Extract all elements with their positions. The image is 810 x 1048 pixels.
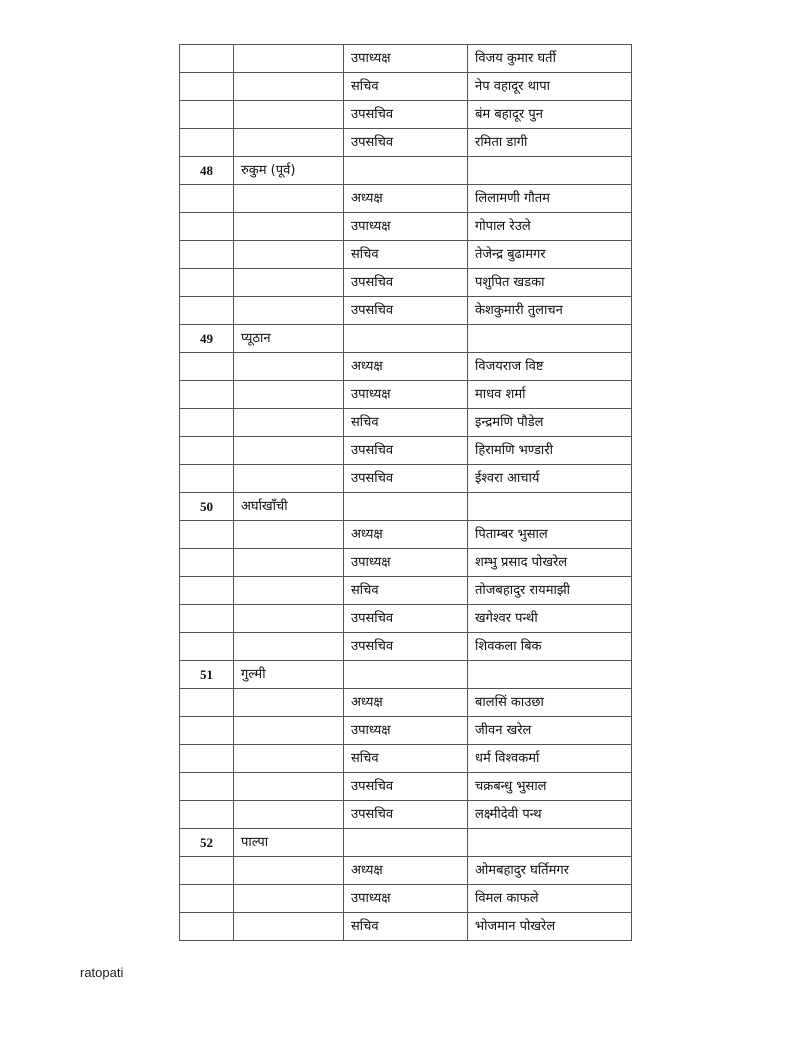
district-name-cell [234,437,344,465]
table-row [180,353,632,381]
member-name-cell: लिलामणी गौतम [468,185,632,213]
table-row [180,689,632,717]
position-cell: अध्यक्ष [344,353,468,381]
table-row [180,773,632,801]
table-row [180,857,632,885]
member-name-cell: शम्भु प्रसाद पोखरेल [468,549,632,577]
serial-number-cell [180,577,234,605]
member-name-cell: चक्रबन्धु भुसाल [468,773,632,801]
serial-number-cell: 51 [180,661,234,689]
serial-number-cell [180,605,234,633]
member-name-cell [468,493,632,521]
position-cell: उपसचिव [344,297,468,325]
table-row [180,213,632,241]
district-name-cell [234,801,344,829]
table-row [180,129,632,157]
district-name-cell [234,185,344,213]
member-name-cell: ओमबहादुर घर्तिमगर [468,857,632,885]
district-name-cell [234,297,344,325]
member-name-cell: जीवन खरेल [468,717,632,745]
table-row [180,717,632,745]
serial-number-cell: 52 [180,829,234,857]
member-name-cell: गोपाल रेउले [468,213,632,241]
table-row [180,45,632,73]
committee-table-body [180,45,632,941]
position-cell: उपाध्यक्ष [344,885,468,913]
district-name-cell [234,101,344,129]
serial-number-cell [180,297,234,325]
serial-number-cell [180,269,234,297]
position-cell: उपसचिव [344,605,468,633]
district-name-cell [234,717,344,745]
member-name-cell: भोजमान पोखरेल [468,913,632,941]
district-name-cell [234,269,344,297]
position-cell: उपसचिव [344,437,468,465]
serial-number-cell [180,241,234,269]
district-name-cell [234,745,344,773]
position-cell [344,829,468,857]
serial-number-cell [180,857,234,885]
position-cell: उपसचिव [344,633,468,661]
member-name-cell: तेजेन्द्र बुढामगर [468,241,632,269]
position-cell: उपाध्यक्ष [344,45,468,73]
table-row [180,521,632,549]
member-name-cell: इन्द्रमणि पौडेल [468,409,632,437]
district-name-cell [234,45,344,73]
member-name-cell: धर्म विश्वकर्मा [468,745,632,773]
district-name-cell [234,381,344,409]
table-row [180,577,632,605]
member-name-cell: बालसिं काउछा [468,689,632,717]
serial-number-cell [180,45,234,73]
member-name-cell [468,325,632,353]
table-row [180,633,632,661]
position-cell: उपसचिव [344,269,468,297]
member-name-cell: माधव शर्मा [468,381,632,409]
member-name-cell: पशुपित खडका [468,269,632,297]
serial-number-cell [180,745,234,773]
serial-number-cell [180,129,234,157]
table-row [180,185,632,213]
member-name-cell [468,157,632,185]
member-name-cell: बंम बहादूर पुन [468,101,632,129]
position-cell [344,157,468,185]
member-name-cell: लक्ष्मीदेवी पन्थ [468,801,632,829]
district-name-cell [234,913,344,941]
position-cell: उपसचिव [344,773,468,801]
position-cell: अध्यक्ष [344,689,468,717]
district-name-cell [234,549,344,577]
district-name-cell [234,633,344,661]
position-cell: उपसचिव [344,465,468,493]
member-name-cell: पिताम्बर भुसाल [468,521,632,549]
member-name-cell: विमल काफले [468,885,632,913]
member-name-cell: ईश्वरा आचार्य [468,465,632,493]
position-cell: उपाध्यक्ष [344,549,468,577]
serial-number-cell [180,913,234,941]
serial-number-cell [180,717,234,745]
table-row [180,101,632,129]
footer-source-label: ratopati [80,965,124,980]
serial-number-cell [180,101,234,129]
position-cell [344,661,468,689]
district-name-cell: रुकुम (पूर्व) [234,157,344,185]
district-name-cell [234,857,344,885]
position-cell: उपसचिव [344,129,468,157]
table-row [180,885,632,913]
position-cell [344,493,468,521]
serial-number-cell [180,213,234,241]
table-row [180,913,632,941]
serial-number-cell [180,633,234,661]
table-row [180,381,632,409]
serial-number-cell [180,885,234,913]
serial-number-cell [180,801,234,829]
position-cell: उपसचिव [344,801,468,829]
member-name-cell: नेप वहादूर थापा [468,73,632,101]
member-name-cell [468,829,632,857]
serial-number-cell [180,409,234,437]
member-name-cell: विजयराज विष्ट [468,353,632,381]
district-name-cell [234,353,344,381]
district-name-cell: गुल्मी [234,661,344,689]
member-name-cell: केशकुमारी तुलाचन [468,297,632,325]
table-row [180,241,632,269]
district-name-cell [234,465,344,493]
member-name-cell: विजय कुमार घर्ती [468,45,632,73]
member-name-cell: रमिता डागी [468,129,632,157]
district-name-cell: अर्घाखाँची [234,493,344,521]
district-name-cell [234,73,344,101]
position-cell: सचिव [344,409,468,437]
district-header-row [180,661,632,689]
district-header-row [180,325,632,353]
member-name-cell [468,661,632,689]
position-cell: उपाध्यक्ष [344,213,468,241]
position-cell: उपाध्यक्ष [344,381,468,409]
district-name-cell [234,605,344,633]
position-cell [344,325,468,353]
district-header-row [180,829,632,857]
table-row [180,269,632,297]
district-header-row [180,493,632,521]
member-name-cell: तोजबहादुर रायमाझी [468,577,632,605]
position-cell: उपाध्यक्ष [344,717,468,745]
district-name-cell [234,409,344,437]
member-name-cell: हिरामणि भण्डारी [468,437,632,465]
district-name-cell [234,129,344,157]
table-row [180,801,632,829]
serial-number-cell [180,689,234,717]
position-cell: अध्यक्ष [344,857,468,885]
serial-number-cell [180,381,234,409]
table-row [180,297,632,325]
table-row [180,465,632,493]
district-header-row [180,157,632,185]
table-row [180,605,632,633]
district-name-cell [234,885,344,913]
district-name-cell: पाल्पा [234,829,344,857]
serial-number-cell [180,185,234,213]
position-cell: सचिव [344,241,468,269]
position-cell: उपसचिव [344,101,468,129]
member-name-cell: शिवकला बिक [468,633,632,661]
member-name-cell: खगेश्वर पन्थी [468,605,632,633]
table-row [180,73,632,101]
serial-number-cell [180,465,234,493]
serial-number-cell: 48 [180,157,234,185]
committee-table [179,44,632,941]
table-row [180,549,632,577]
position-cell: अध्यक्ष [344,521,468,549]
table-row [180,745,632,773]
district-name-cell [234,689,344,717]
position-cell: अध्यक्ष [344,185,468,213]
district-name-cell [234,241,344,269]
position-cell: सचिव [344,73,468,101]
position-cell: सचिव [344,745,468,773]
position-cell: सचिव [344,577,468,605]
position-cell: सचिव [344,913,468,941]
district-name-cell [234,577,344,605]
serial-number-cell [180,353,234,381]
district-name-cell: प्यूठान [234,325,344,353]
table-row [180,437,632,465]
serial-number-cell [180,549,234,577]
district-name-cell [234,521,344,549]
district-name-cell [234,213,344,241]
table-row [180,409,632,437]
serial-number-cell: 50 [180,493,234,521]
serial-number-cell [180,521,234,549]
serial-number-cell [180,437,234,465]
serial-number-cell [180,773,234,801]
district-name-cell [234,773,344,801]
serial-number-cell [180,73,234,101]
serial-number-cell: 49 [180,325,234,353]
